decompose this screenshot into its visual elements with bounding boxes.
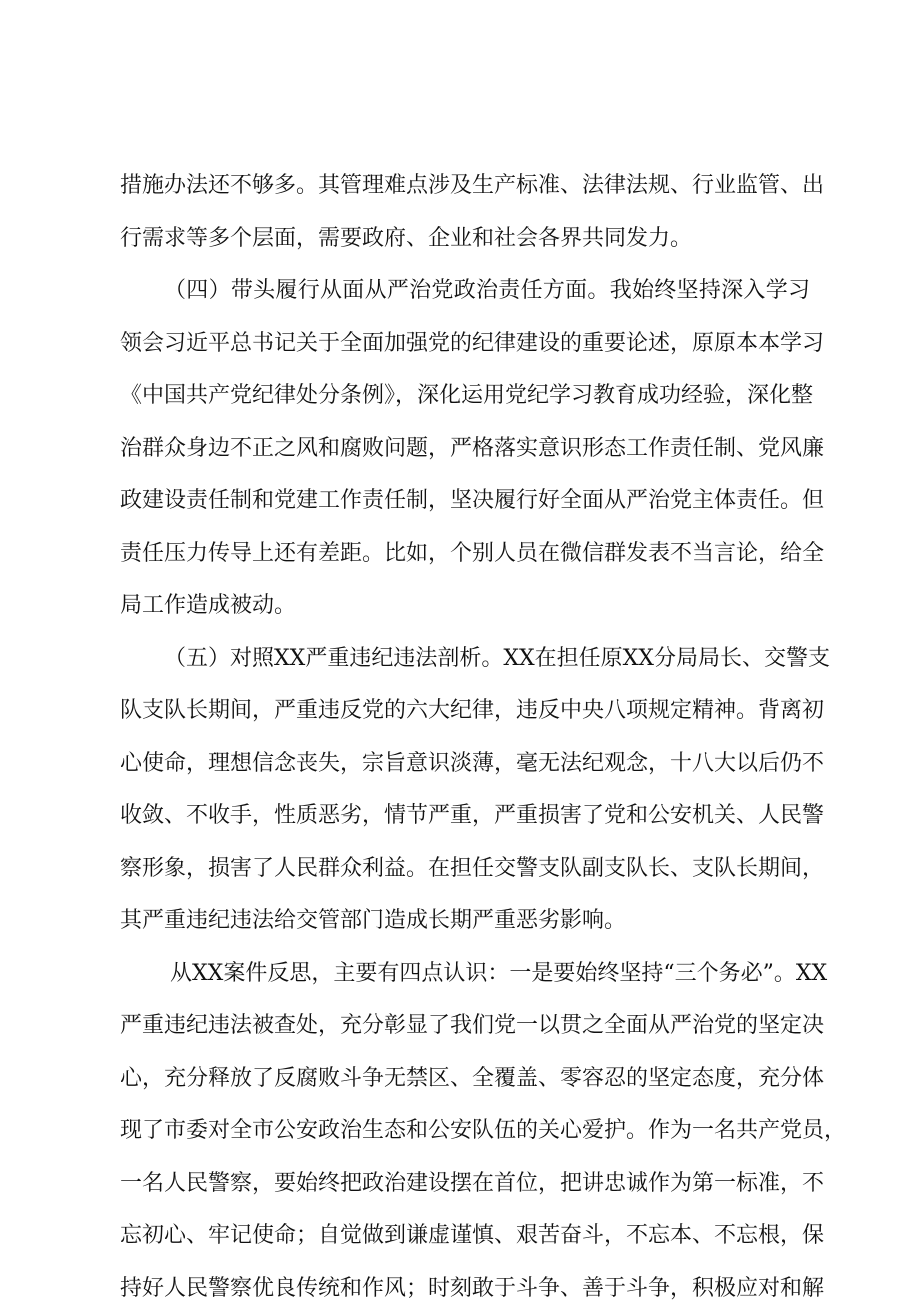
text-line: 其严重违纪违法给交管部门造成长期严重恶劣影响。 xyxy=(120,895,810,948)
text-line: 从XX案件反思，主要有四点认识：一是要始终坚持“三个务必”。XX xyxy=(120,948,810,1001)
document-body xyxy=(120,160,810,1315)
text-line: 局工作造成被动。 xyxy=(120,580,810,633)
paragraph xyxy=(120,948,810,1315)
text-line: 队支队长期间，严重违反党的六大纪律，违反中央八项规定精神。背离初 xyxy=(120,685,810,738)
text-line: 一名人民警察，要始终把政治建设摆在首位，把讲忠诚作为第一标准，不 xyxy=(120,1158,810,1211)
text-line: 行需求等多个层面，需要政府、企业和社会各界共同发力。 xyxy=(120,213,810,266)
text-line: 领会习近平总书记关于全面加强党的纪律建设的重要论述，原原本本学习 xyxy=(120,318,810,371)
text-line: 收敛、不收手，性质恶劣，情节严重，严重损害了党和公安机关、人民警 xyxy=(120,790,810,843)
text-line: 持好人民警察优良传统和作风；时刻敢于斗争、善于斗争，积极应对和解 xyxy=(120,1263,810,1315)
text-line: 《中国共产党纪律处分条例》，深化运用党纪学习教育成功经验，深化整 xyxy=(120,370,810,423)
text-line: （四）带头履行从面从严治党政治责任方面。我始终坚持深入学习 xyxy=(120,265,810,318)
text-line: 严重违纪违法被查处，充分彰显了我们党一以贯之全面从严治党的坚定决 xyxy=(120,1000,810,1053)
text-line: 措施办法还不够多。其管理难点涉及生产标准、法律法规、行业监管、出 xyxy=(120,160,810,213)
text-line: 政建设责任制和党建工作责任制，坚决履行好全面从严治党主体责任。但 xyxy=(120,475,810,528)
text-line: 心使命，理想信念丧失，宗旨意识淡薄，毫无法纪观念，十八大以后仍不 xyxy=(120,738,810,791)
text-line: 治群众身边不正之风和腐败问题，严格落实意识形态工作责任制、党风廉 xyxy=(120,423,810,476)
text-line: 责任压力传导上还有差距。比如，个别人员在微信群发表不当言论，给全 xyxy=(120,528,810,581)
text-line: 现了市委对全市公安政治生态和公安队伍的关心爱护。作为一名共产党员， xyxy=(120,1105,810,1158)
text-line: 忘初心、牢记使命；自觉做到谦虚谨慎、艰苦奋斗，不忘本、不忘根，保 xyxy=(120,1210,810,1263)
paragraph xyxy=(120,160,810,265)
text-line: 察形象，损害了人民群众利益。在担任交警支队副支队长、支队长期间， xyxy=(120,843,810,896)
paragraph xyxy=(120,633,810,948)
paragraph xyxy=(120,265,810,633)
text-line: （五）对照XX严重违纪违法剖析。XX在担任原XX分局局长、交警支 xyxy=(120,633,810,686)
text-line: 心，充分释放了反腐败斗争无禁区、全覆盖、零容忍的坚定态度，充分体 xyxy=(120,1053,810,1106)
